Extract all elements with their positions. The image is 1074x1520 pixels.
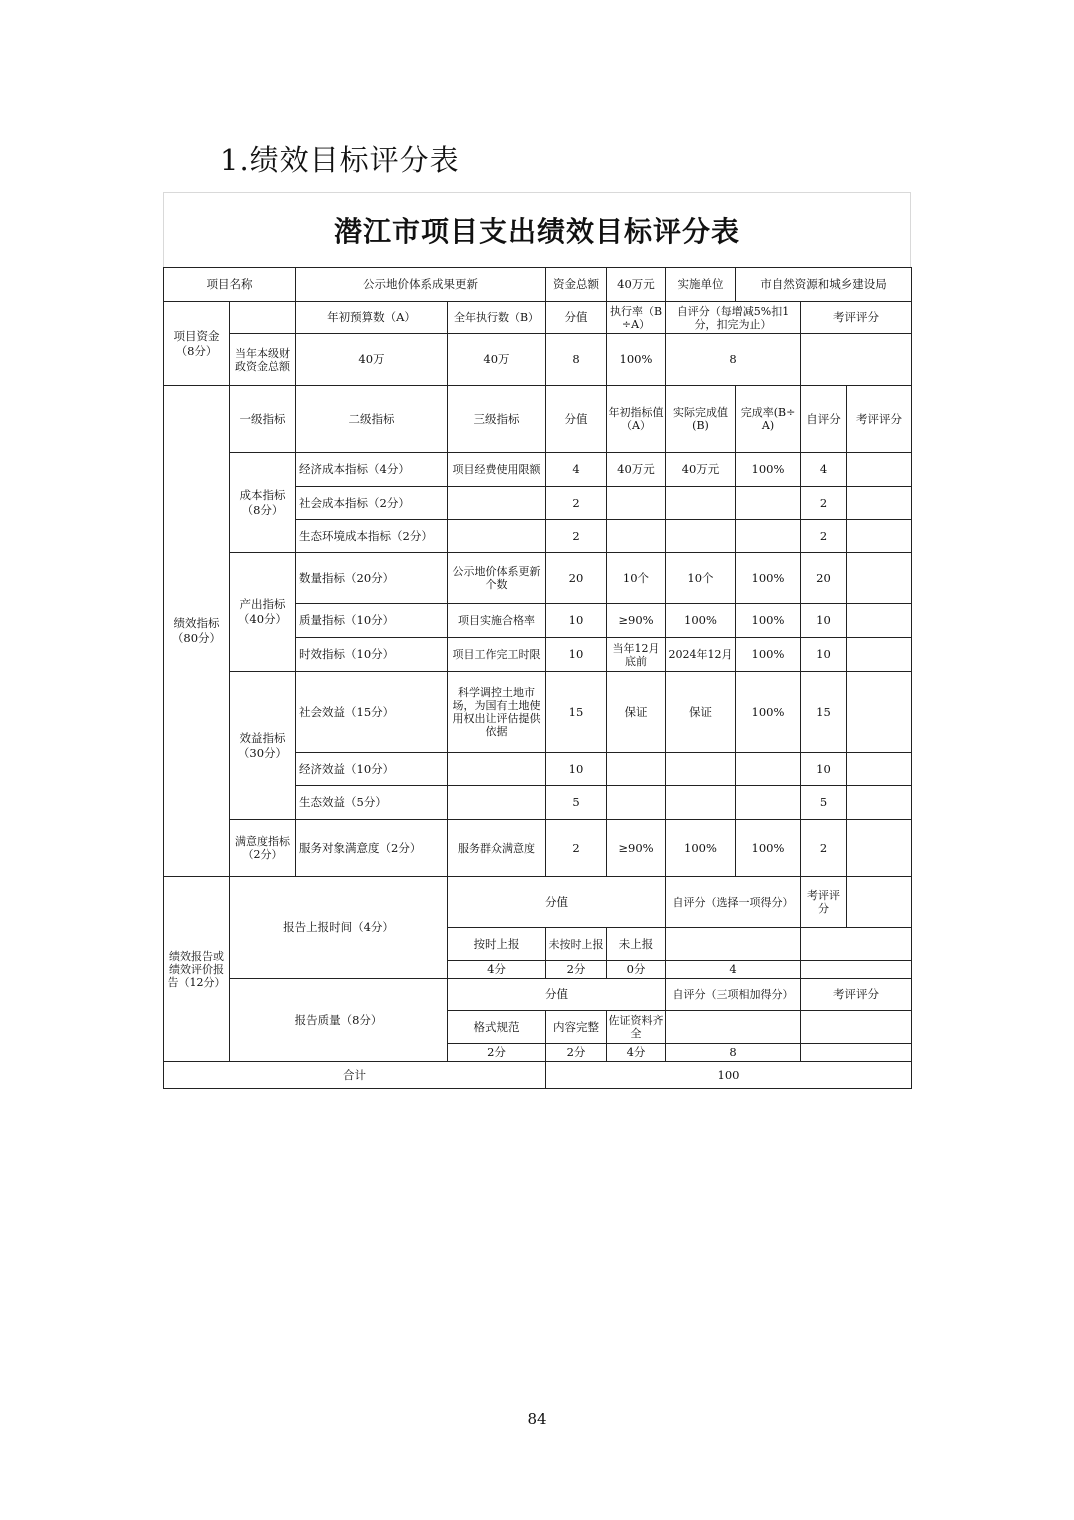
option-cell: 佐证资料齐全	[607, 1011, 666, 1044]
rate-cell: 100%	[736, 604, 801, 638]
report-time-score-header: 分值	[448, 877, 666, 928]
report-time-self-header: 自评分（选择一项得分）	[666, 877, 801, 928]
level2-cell: 经济效益（10分）	[296, 753, 448, 786]
header-score: 分值	[546, 386, 607, 453]
actual-cell	[666, 786, 736, 820]
empty-cell	[801, 961, 912, 979]
table-row	[164, 820, 912, 877]
report-quality-self-header: 自评分（三项相加得分）	[666, 979, 801, 1011]
project-row	[164, 268, 912, 302]
header-target: 年初指标值（A）	[607, 386, 666, 453]
rate-cell: 100%	[736, 820, 801, 877]
score-cell: 5	[546, 786, 607, 820]
table-row	[164, 453, 912, 487]
level3-cell: 项目实施合格率	[448, 604, 546, 638]
funds-header-executed: 全年执行数（B）	[448, 302, 546, 334]
report-time-review-header: 考评评分	[801, 877, 847, 928]
target-cell: ≥90%	[607, 820, 666, 877]
option-value-cell: 4分	[607, 1044, 666, 1062]
report-time-label: 报告上报时间（4分）	[230, 877, 448, 979]
level3-cell: 项目工作完工时限	[448, 638, 546, 672]
score-cell: 10	[546, 753, 607, 786]
level3-cell	[448, 487, 546, 520]
review-cell	[847, 553, 912, 604]
level3-cell	[448, 520, 546, 553]
report-quality-score-header: 分值	[448, 979, 666, 1011]
review-cell	[847, 487, 912, 520]
rate-cell: 100%	[736, 453, 801, 487]
report-quality-header-row	[164, 979, 912, 1011]
level2-cell: 服务对象满意度（2分）	[296, 820, 448, 877]
actual-cell: 保证	[666, 672, 736, 753]
funds-section-label: 项目资金（8分）	[164, 302, 230, 386]
funds-header-row	[164, 302, 912, 334]
empty-cell	[666, 928, 801, 961]
level3-cell: 科学调控土地市场，为国有土地使用权出让评估提供依据	[448, 672, 546, 753]
option-value-cell: 2分	[546, 961, 607, 979]
option-cell: 内容完整	[546, 1011, 607, 1044]
table-title: 潜江市项目支出绩效目标评分表	[163, 192, 911, 267]
report-quality-label: 报告质量（8分）	[230, 979, 448, 1062]
report-quality-self-value: 8	[666, 1044, 801, 1062]
target-cell	[607, 753, 666, 786]
self-cell: 2	[801, 487, 847, 520]
table-row	[164, 553, 912, 604]
rate-cell	[736, 487, 801, 520]
funds-header-rate: 执行率（B÷A）	[607, 302, 666, 334]
report-quality-review-header: 考评评分	[801, 979, 912, 1011]
option-cell: 未按时上报	[546, 928, 607, 961]
header-self: 自评分	[801, 386, 847, 453]
level2-cell: 生态环境成本指标（2分）	[296, 520, 448, 553]
self-cell: 20	[801, 553, 847, 604]
review-cell	[847, 604, 912, 638]
level3-cell	[448, 753, 546, 786]
group-label-output: 产出指标（40分）	[230, 553, 296, 672]
rate-cell	[736, 520, 801, 553]
unit-value: 市自然资源和城乡建设局	[736, 268, 912, 302]
page-heading: 1.绩效目标评分表	[220, 143, 460, 177]
level2-cell: 社会效益（15分）	[296, 672, 448, 753]
funds-rate-value: 100%	[607, 334, 666, 386]
review-cell	[847, 786, 912, 820]
option-value-cell: 2分	[448, 1044, 546, 1062]
self-cell: 10	[801, 638, 847, 672]
score-cell: 2	[546, 820, 607, 877]
self-cell: 5	[801, 786, 847, 820]
funds-score-value: 8	[546, 334, 607, 386]
score-cell: 10	[546, 638, 607, 672]
empty-cell	[801, 928, 912, 961]
header-actual: 实际完成值(B)	[666, 386, 736, 453]
actual-cell: 100%	[666, 820, 736, 877]
self-cell: 15	[801, 672, 847, 753]
funds-executed-value: 40万	[448, 334, 546, 386]
self-cell: 2	[801, 820, 847, 877]
funds-review-value	[801, 334, 912, 386]
header-review: 考评评分	[847, 386, 912, 453]
funds-header-review: 考评评分	[801, 302, 912, 334]
target-cell: 当年12月底前	[607, 638, 666, 672]
funds-data-row	[164, 334, 912, 386]
target-cell: 10个	[607, 553, 666, 604]
review-cell	[847, 453, 912, 487]
header-level2: 二级指标	[296, 386, 448, 453]
review-cell	[847, 820, 912, 877]
header-rate: 完成率(B÷A)	[736, 386, 801, 453]
self-cell: 10	[801, 604, 847, 638]
review-cell	[847, 753, 912, 786]
funds-budget-value: 40万	[296, 334, 448, 386]
empty-cell	[666, 1011, 801, 1044]
project-name-label: 项目名称	[164, 268, 296, 302]
target-cell	[607, 520, 666, 553]
total-value: 100	[546, 1062, 912, 1089]
actual-cell: 100%	[666, 604, 736, 638]
level3-cell: 服务群众满意度	[448, 820, 546, 877]
self-cell: 10	[801, 753, 847, 786]
option-cell: 未上报	[607, 928, 666, 961]
actual-cell: 40万元	[666, 453, 736, 487]
actual-cell	[666, 520, 736, 553]
rate-cell: 100%	[736, 672, 801, 753]
report-time-self-value: 4	[666, 961, 801, 979]
empty-cell	[801, 1011, 912, 1044]
level2-cell: 经济成本指标（4分）	[296, 453, 448, 487]
self-cell: 4	[801, 453, 847, 487]
header-level3: 三级指标	[448, 386, 546, 453]
rate-cell	[736, 753, 801, 786]
total-label: 合计	[164, 1062, 546, 1089]
table-row	[164, 672, 912, 753]
option-value-cell: 0分	[607, 961, 666, 979]
level2-cell: 时效指标（10分）	[296, 638, 448, 672]
fund-total-value: 40万元	[607, 268, 666, 302]
score-cell: 10	[546, 604, 607, 638]
level2-cell: 生态效益（5分）	[296, 786, 448, 820]
funds-empty-cell	[230, 302, 296, 334]
review-cell	[847, 672, 912, 753]
funds-row-label: 当年本级财政资金总额	[230, 334, 296, 386]
funds-self-value: 8	[666, 334, 801, 386]
level2-cell: 社会成本指标（2分）	[296, 487, 448, 520]
empty-cell	[801, 1044, 912, 1062]
header-level1: 一级指标	[230, 386, 296, 453]
group-label-benefit: 效益指标（30分）	[230, 672, 296, 820]
funds-header-score: 分值	[546, 302, 607, 334]
score-cell: 2	[546, 520, 607, 553]
actual-cell: 10个	[666, 553, 736, 604]
group-label-cost: 成本指标（8分）	[230, 453, 296, 553]
indicators-section-label: 绩效指标（80分）	[164, 386, 230, 877]
funds-header-self: 自评分（每增减5%扣1分，扣完为止）	[666, 302, 801, 334]
target-cell: 保证	[607, 672, 666, 753]
actual-cell	[666, 487, 736, 520]
report-time-review-value	[847, 877, 912, 928]
rate-cell: 100%	[736, 638, 801, 672]
page-number: 84	[527, 1410, 547, 1428]
project-name-value: 公示地价体系成果更新	[296, 268, 546, 302]
actual-cell: 2024年12月	[666, 638, 736, 672]
actual-cell	[666, 753, 736, 786]
option-cell: 格式规范	[448, 1011, 546, 1044]
report-time-header-row	[164, 877, 912, 928]
level2-cell: 质量指标（10分）	[296, 604, 448, 638]
level3-cell: 公示地价体系更新个数	[448, 553, 546, 604]
level3-cell	[448, 786, 546, 820]
option-value-cell: 4分	[448, 961, 546, 979]
level2-cell: 数量指标（20分）	[296, 553, 448, 604]
self-cell: 2	[801, 520, 847, 553]
option-cell: 按时上报	[448, 928, 546, 961]
target-cell	[607, 786, 666, 820]
fund-total-label: 资金总额	[546, 268, 607, 302]
target-cell	[607, 487, 666, 520]
unit-label: 实施单位	[666, 268, 736, 302]
report-section-label: 绩效报告或绩效评价报告（12分）	[164, 877, 230, 1062]
funds-header-budget: 年初预算数（A）	[296, 302, 448, 334]
group-label-satisfaction: 满意度指标（2分）	[230, 820, 296, 877]
review-cell	[847, 520, 912, 553]
score-cell: 2	[546, 487, 607, 520]
score-table	[163, 267, 912, 1089]
level3-cell: 项目经费使用限额	[448, 453, 546, 487]
rate-cell: 100%	[736, 553, 801, 604]
indicators-header-row	[164, 386, 912, 453]
target-cell: 40万元	[607, 453, 666, 487]
score-cell: 20	[546, 553, 607, 604]
option-value-cell: 2分	[546, 1044, 607, 1062]
total-row	[164, 1062, 912, 1089]
target-cell: ≥90%	[607, 604, 666, 638]
review-cell	[847, 638, 912, 672]
score-cell: 15	[546, 672, 607, 753]
score-cell: 4	[546, 453, 607, 487]
score-table-frame	[163, 192, 911, 1089]
rate-cell	[736, 786, 801, 820]
